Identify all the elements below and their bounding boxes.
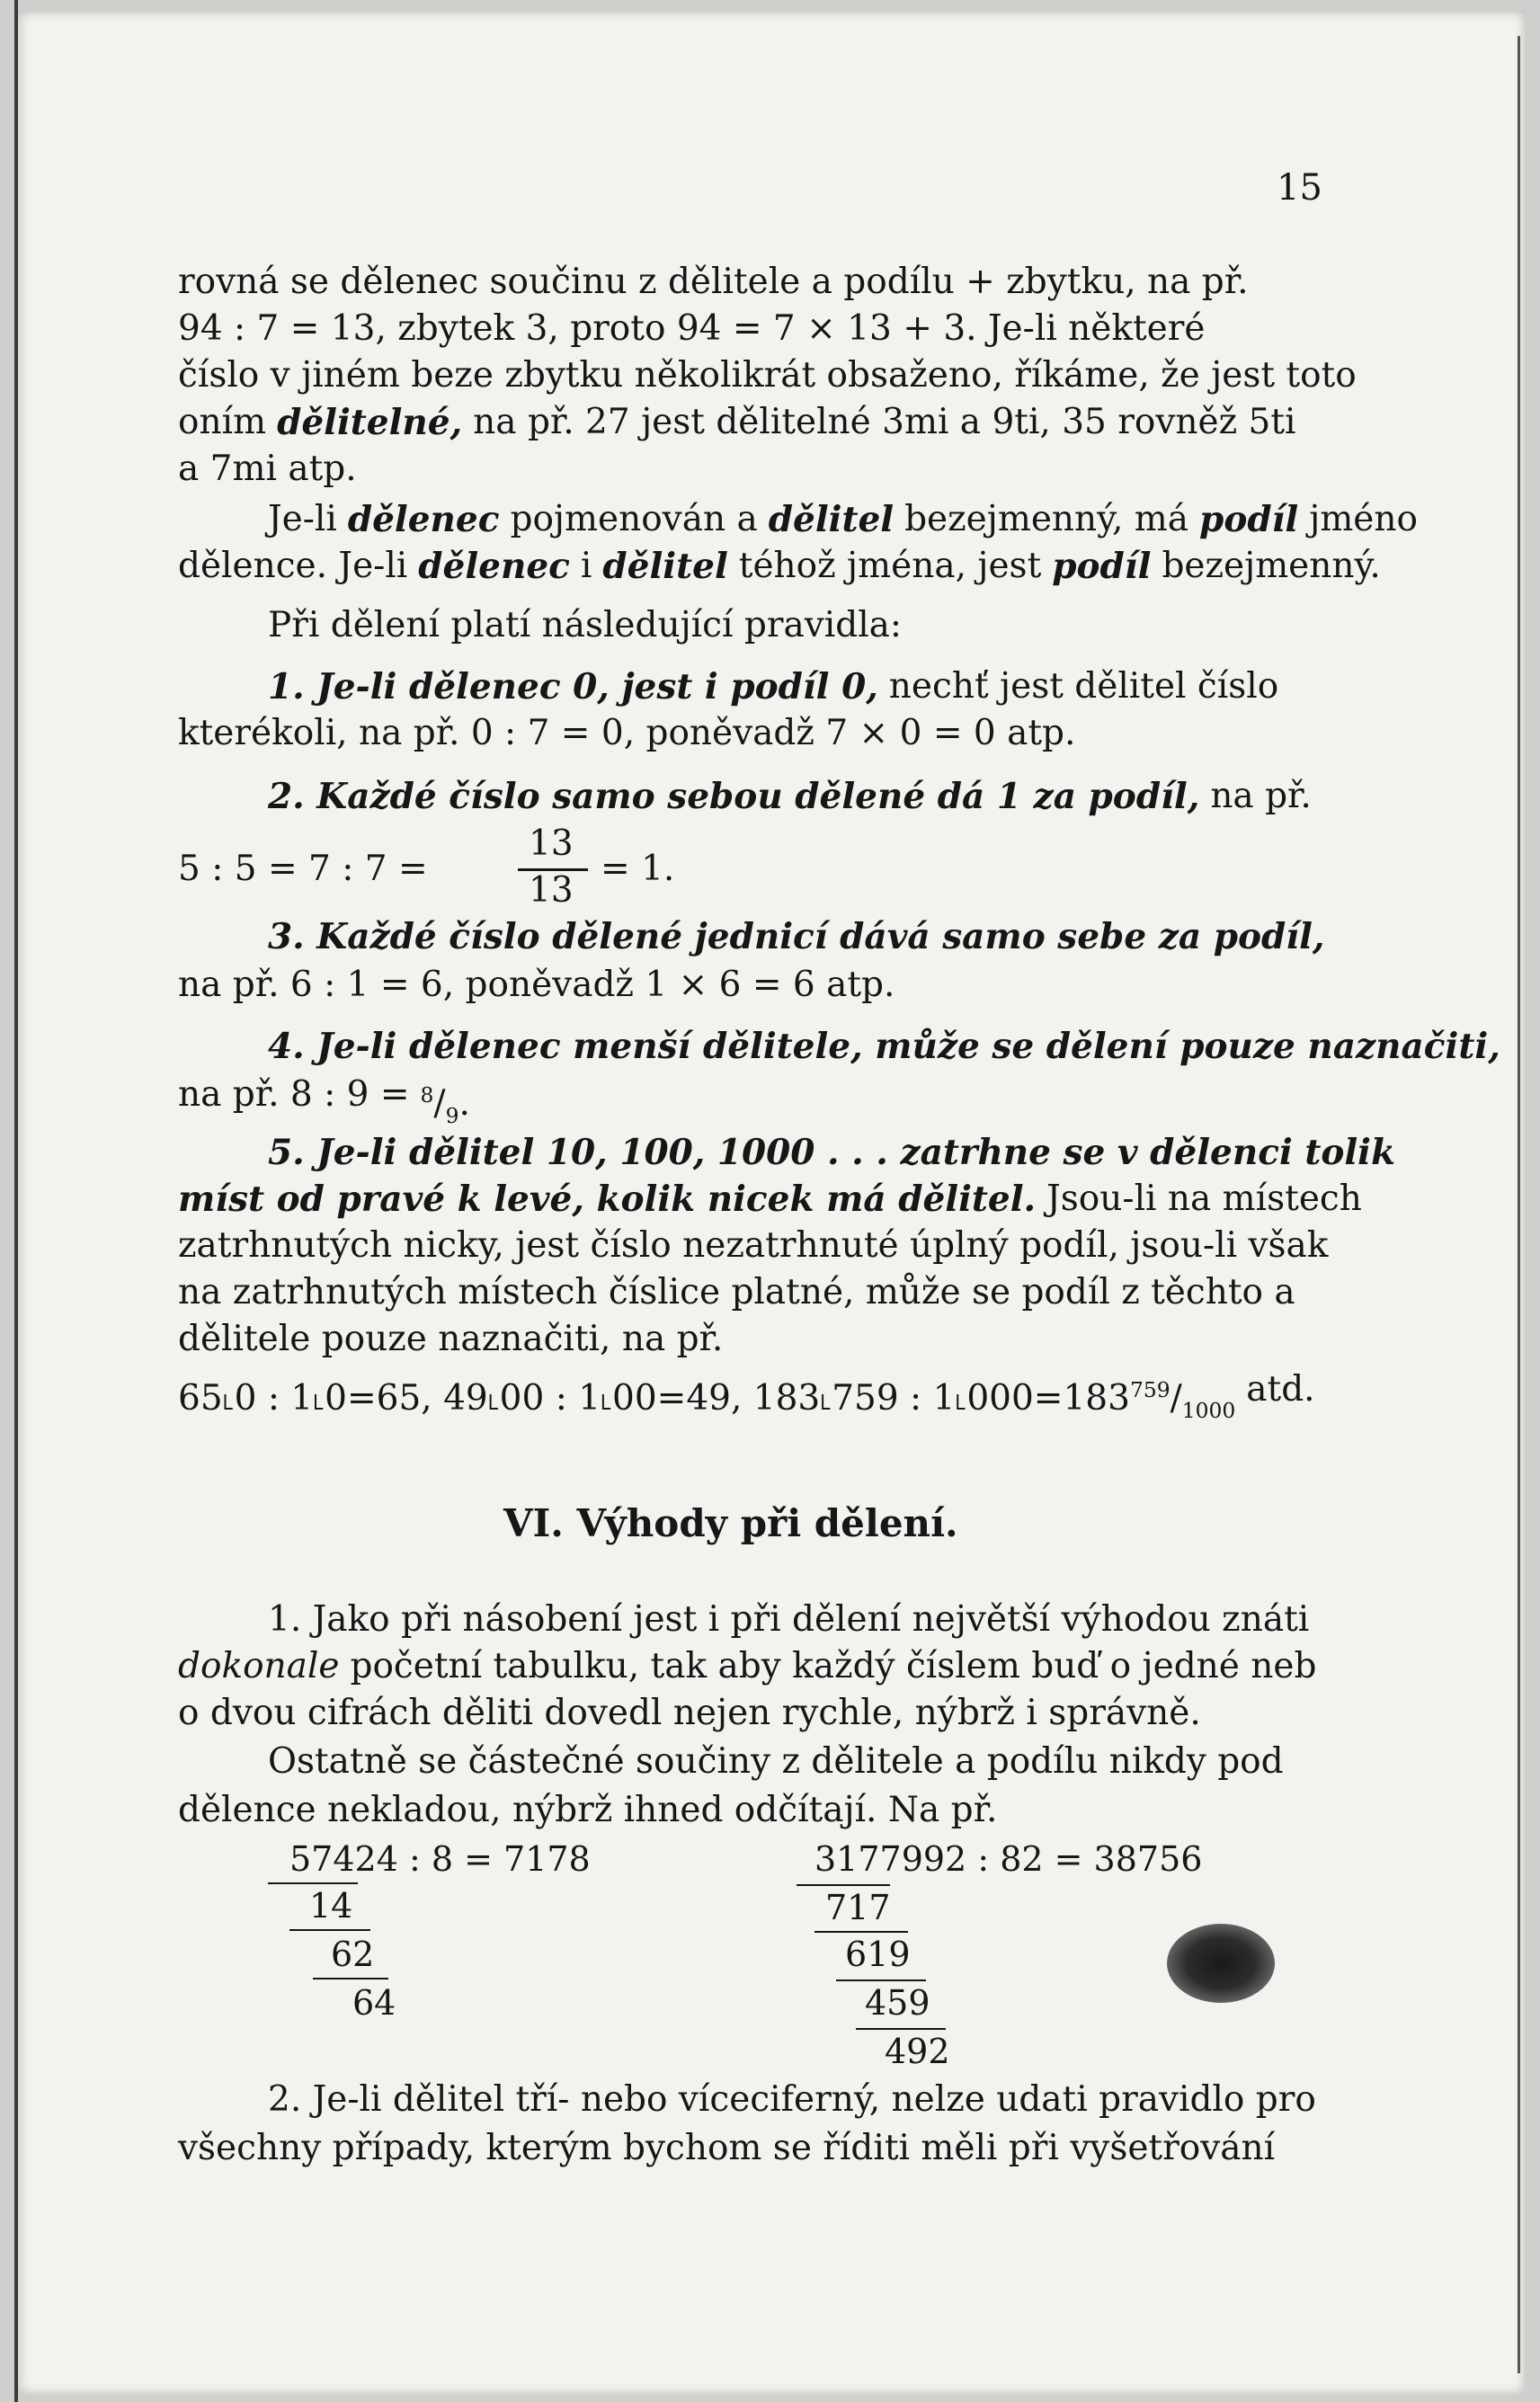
fraction-denominator: 13 [529,870,574,911]
rule-3: 3. Každé číslo dělené jednicí dává samo sebe za podíl, [268,916,1325,957]
text-line: všechny případy, kterým bychom se říditi měli při vyšetřování [178,2128,1276,2168]
rule-5: 5. Je-li dělitel 10, 100, 1000 . . . zatrhne se v dělenci tolik [268,1132,1396,1173]
ink-smudge [1167,1924,1275,2003]
calc-1-row: 64 [352,1983,396,2023]
calc-1-rule [289,1929,370,1931]
text-line: rovná se dělenec součinu z dělitele a podílu + zbytku, na př. [178,262,1249,302]
rule-4: 4. Je-li dělenec menší dělitele, může se dělení pouze naznačiti, [268,1026,1500,1067]
calc-1-line: 57424 : 8 = 7178 [289,1839,591,1879]
calc-1-row: 14 [309,1886,353,1926]
calc-2-rule [836,1979,926,1981]
rule-3-cont: na př. 6 : 1 = 6, poněvadž 1 × 6 = 6 atp. [178,965,895,1005]
text-line: Při dělení platí následující pravidla: [268,605,903,645]
text-line: dělence. Je-li dělenec i dělitel téhož jména, jest podíl bezejmenný. [178,546,1381,587]
calc-1-rule [268,1882,358,1884]
text-line: číslo v jiném beze zbytku několikrát obsaženo, říkáme, že jest toto [178,355,1357,396]
text-line: dokonale početní tabulku, tak aby každý číslem buď o jedné neb [178,1646,1317,1686]
text-line: oním dělitelné, na př. 27 jest dělitelné 3mi a 9ti, 35 rovněž 5ti [178,402,1296,443]
text-line: dělence nekladou, nýbrž ihned odčítají. Na př. [178,1790,998,1830]
calc-2-row: 459 [865,1983,930,2023]
rule-2-example [178,823,807,913]
text-line: Ostatně se částečné součiny z dělitele a podílu nikdy pod [268,1741,1284,1782]
section-heading: VI. Výhody při dělení. [503,1501,958,1545]
text-line: Je-li dělenec pojmenován a dělitel bezejmenný, má podíl jméno [268,499,1418,540]
text-line: 2. Je-li dělitel tří- nebo víceciferný, nelze udati pravidlo pro [268,2079,1316,2120]
rule-5-cont: na zatrhnutých místech číslice platné, může se podíl z těchto a [178,1272,1295,1312]
fraction-rhs: = 1. [601,849,675,889]
calc-1-row: 62 [331,1935,375,1974]
page-edge-right [1518,36,1520,2373]
calc-2-rule [797,1884,890,1886]
page-number: 15 [1277,167,1322,209]
text-line: o dvou cifrách děliti dovedl nejen rychle, nýbrž i správně. [178,1693,1201,1733]
text-line: a 7mi atp. [178,449,357,489]
calc-2-rule [815,1931,908,1933]
calc-2-row: 717 [825,1888,891,1927]
calc-2-row: 619 [845,1935,911,1974]
calc-2-rule [856,2028,946,2030]
calc-2-line: 3177992 : 82 = 38756 [815,1839,1203,1879]
rule-5-cont: zatrhnutých nicky, jest číslo nezatrhnuté úplný podíl, jsou-li však [178,1225,1329,1266]
rule-5-cont: míst od pravé k levé, kolik nicek má dělitel. Jsou-li na místech [178,1179,1362,1220]
page-edge-left [14,0,18,2402]
rule-5-example: 65˪0 : 1˪0=65, 49˪00 : 1˪00=49, 183˪759 : $1˪000=183^{759}/_{1000}$ atd. [178,1369,1315,1423]
rule-4-cont: na př. 8 : 9 = $^8/_9$. [178,1074,470,1128]
calc-1-rule [313,1978,388,1979]
fraction-lhs: 5 : 5 = 7 : 7 = [178,849,428,889]
text-line: 94 : 7 = 13, zbytek 3, proto 94 = 7 × 13 + 3. Je-li některé [178,308,1206,349]
calc-2-row: 492 [885,2032,950,2071]
text-line: 1. Jako při násobení jest i při dělení největší výhodou znáti [268,1599,1310,1640]
rule-5-cont: dělitele pouze naznačiti, na př. [178,1319,724,1359]
rule-2: 2. Každé číslo samo sebou dělené dá 1 za podíl, na př. [268,776,1312,817]
rule-1-cont: kterékoli, na př. 0 : 7 = 0, poněvadž 7 × 0 = 0 atp. [178,713,1076,753]
fraction-numerator: 13 [529,823,574,864]
rule-1: 1. Je-li dělenec 0, jest i podíl 0, nechť jest dělitel číslo [268,666,1279,707]
